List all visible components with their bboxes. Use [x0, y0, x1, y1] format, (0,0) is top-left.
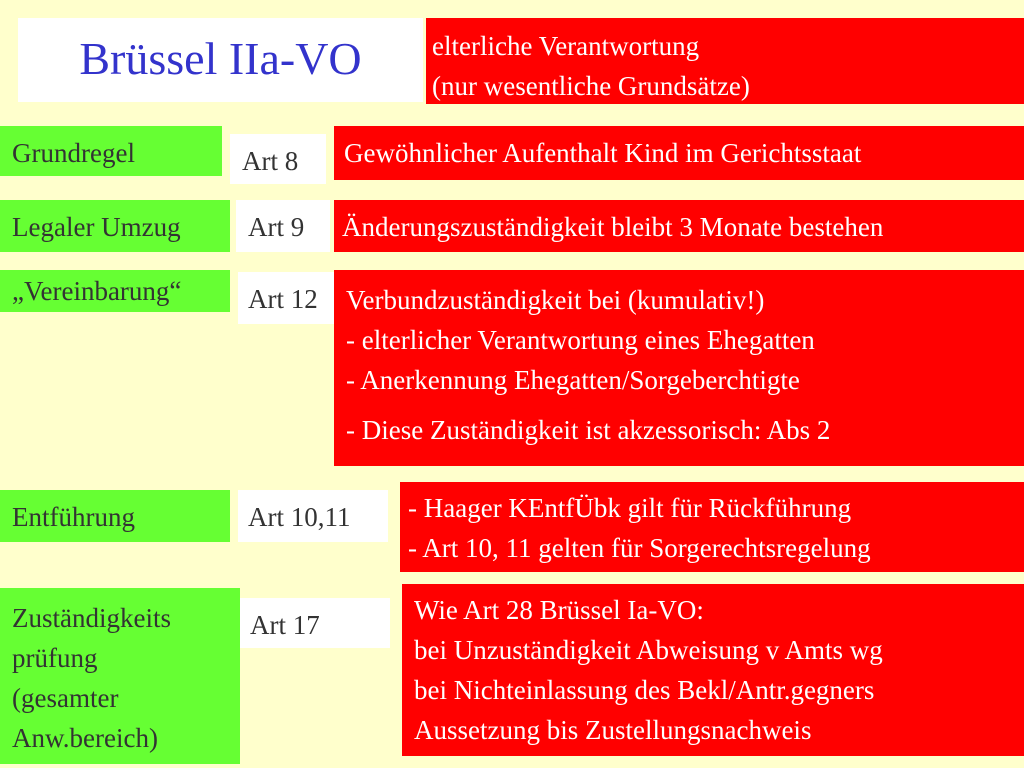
zp-text-line-2: bei Unzuständigkeit Abweisung v Amts wg	[414, 635, 883, 665]
article-art-12: Art 12	[238, 272, 338, 324]
label-grundregel: Grundregel	[0, 126, 222, 176]
entfuehrung-line-1: - Haager KEntfÜbk gilt für Rückführung	[408, 493, 852, 523]
vereinbarung-line-3: - Anerkennung Ehegatten/Sorgeberchtigte	[346, 365, 800, 395]
label-entfuehrung: Entführung	[0, 490, 230, 542]
label-zp-line-4: Anw.bereich)	[12, 723, 158, 753]
subtitle-box	[426, 18, 1024, 104]
text-grundregel: Gewöhnlicher Aufenthalt Kind im Gerichtsstaat	[334, 126, 1024, 180]
entfuehrung-line-2: - Art 10, 11 gelten für Sorgerechtsregelung	[408, 533, 871, 563]
article-art-17: Art 17	[240, 598, 390, 648]
label-zp-line-1: Zuständigkeits	[12, 603, 171, 633]
vereinbarung-line-2: - elterlicher Verantwortung eines Ehegatten	[346, 325, 815, 355]
zp-text-line-3: bei Nichteinlassung des Bekl/Antr.gegners	[414, 675, 875, 705]
subtitle-line-2: (nur wesentliche Grundsätze)	[432, 71, 750, 101]
article-art-8: Art 8	[230, 134, 326, 184]
slide-title: Brüssel IIa-VO	[18, 18, 423, 102]
label-zp-line-2: prüfung	[12, 643, 98, 673]
article-art-9: Art 9	[236, 200, 330, 252]
vereinbarung-line-4: - Diese Zuständigkeit ist akzessorisch: Abs 2	[346, 415, 831, 445]
zp-text-line-1: Wie Art 28 Brüssel Ia-VO:	[414, 595, 704, 625]
zp-text-line-4: Aussetzung bis Zustellungsnachweis	[414, 715, 812, 745]
label-zp-line-3: (gesamter	[12, 683, 119, 713]
text-vereinbarung	[334, 270, 1024, 466]
text-zustaendigkeitspruefung	[402, 584, 1024, 756]
subtitle-line-1: elterliche Verantwortung	[432, 31, 700, 61]
label-legaler-umzug: Legaler Umzug	[0, 200, 230, 252]
text-legaler-umzug: Änderungszuständigkeit bleibt 3 Monate bestehen	[334, 200, 1024, 252]
vereinbarung-line-1: Verbundzuständigkeit bei (kumulativ!)	[346, 285, 765, 315]
label-vereinbarung: „Vereinbarung“	[0, 270, 230, 312]
label-zustaendigkeitspruefung	[0, 588, 240, 764]
text-entfuehrung	[400, 482, 1024, 572]
article-art-10-11: Art 10,11	[238, 490, 388, 542]
